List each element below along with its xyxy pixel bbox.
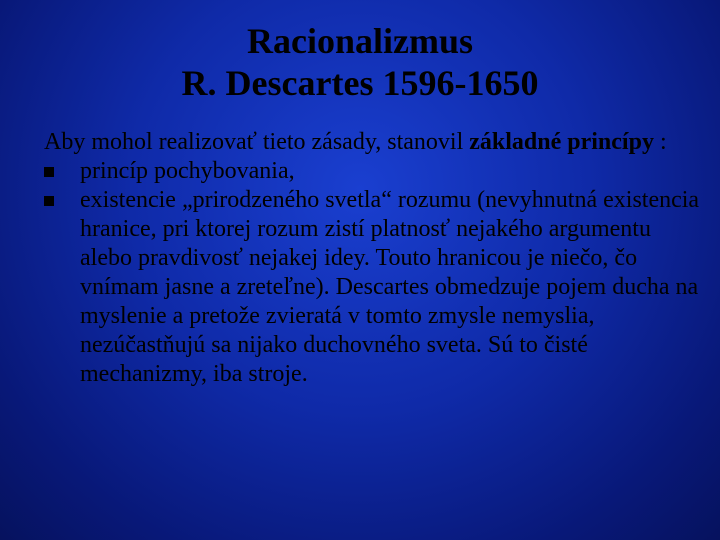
slide-title bbox=[0, 20, 720, 104]
square-bullet-icon bbox=[44, 196, 54, 206]
square-bullet-icon bbox=[44, 167, 54, 177]
intro-text-before: Aby mohol realizovať tieto zásady, stanovil bbox=[44, 129, 470, 155]
intro-paragraph bbox=[44, 128, 704, 157]
bullet-item-2 bbox=[44, 186, 704, 389]
bullet-item-1 bbox=[44, 157, 704, 186]
intro-text-after: : bbox=[653, 129, 667, 155]
bullet-text-1: princíp pochybovania, bbox=[80, 158, 295, 184]
bullet-text-2: existencie „prirodzeného svetla“ rozumu (nevyhnutná existencia hranice, pri ktorej rozum zistí platnosť nejakého argumentu alebo pravdivosť nejakej idey. Touto hranicou je niečo, čo vnímam jasne a zreteľne). Descartes obmedzuje pojem ducha na myslenie a pretože zvieratá v tomto zmysle nemyslia, nezúčastňujú sa nijako duchovného sveta. Sú to čisté mechanizmy, iba stroje. bbox=[80, 187, 700, 387]
title-line-2: R. Descartes 1596-1650 bbox=[181, 63, 539, 103]
title-line-1: Racionalizmus bbox=[246, 21, 473, 61]
slide-body bbox=[44, 128, 704, 389]
intro-bold-text: základné princípy bbox=[469, 129, 654, 155]
